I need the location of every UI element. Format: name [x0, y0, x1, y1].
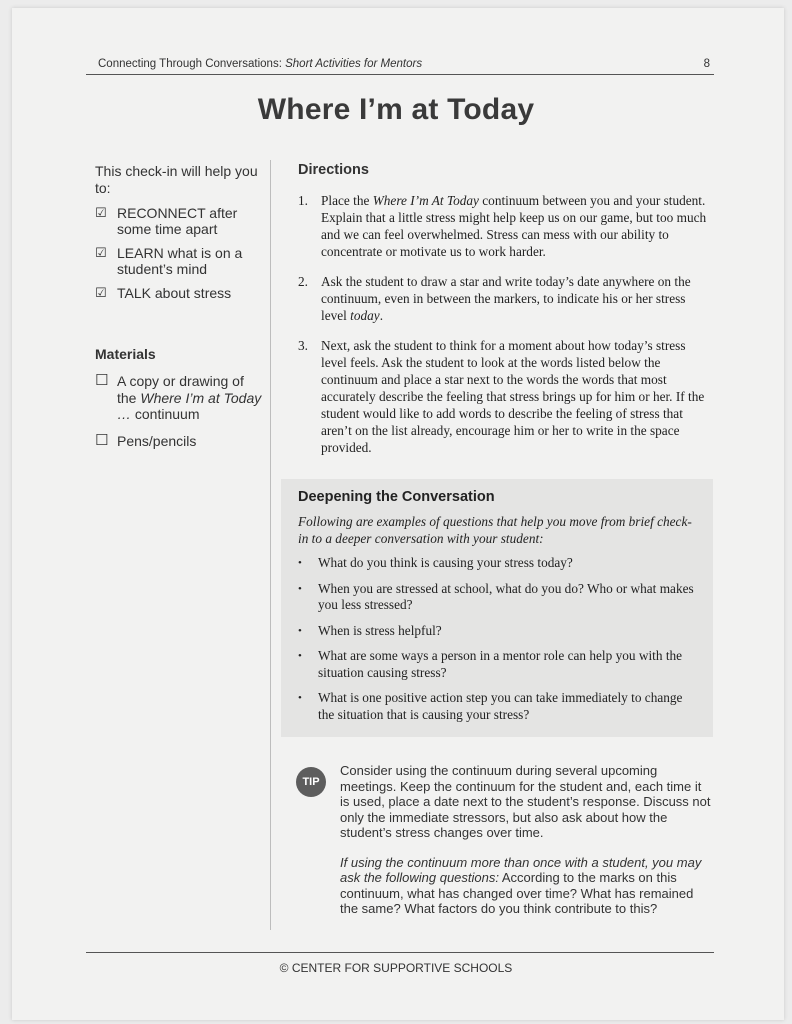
- goal-keyword: LEARN: [117, 245, 164, 261]
- materials-heading: Materials: [95, 346, 156, 362]
- step-text-end: continuum between you and your student. Explain that a little stress might help keep us on our game, but too much and we can feel overwhelmed. Stress can mess with our ability to concentrate or motivate us to work harder.: [321, 193, 707, 259]
- empty-checkbox-icon: ☐: [95, 431, 109, 449]
- footer-copyright: © CENTER FOR SUPPORTIVE SCHOOLS: [279, 961, 513, 975]
- deepening-intro: Following are examples of questions that help you move from brief check-in to a deeper conversation with your student:: [298, 514, 692, 546]
- step-text-end: .: [379, 308, 384, 323]
- step-text: Ask the student to draw a star and write today’s date anywhere on the continuum, even in between the markers, to indicate his or her stress level: [321, 274, 691, 323]
- header-series: Connecting Through Conversations:: [98, 58, 286, 70]
- goal-item: [95, 245, 265, 277]
- direction-step: [298, 192, 714, 260]
- question-item: [298, 555, 698, 572]
- direction-step: [298, 337, 714, 456]
- goal-item: [95, 205, 265, 237]
- checkin-intro: This check-in will help you to:: [95, 163, 258, 196]
- question-text: What do you think is causing your stress today?: [318, 555, 573, 570]
- directions-section: [298, 162, 714, 469]
- question-text: When you are stressed at school, what do you do? Who or what makes you less stressed?: [318, 580, 694, 612]
- question-text: What are some ways a person in a mentor role can help you with the situation causing stress?: [318, 648, 683, 680]
- tip-followup-lead: If using the continuum more than once with a student, you may ask the following questions:: [340, 854, 702, 885]
- empty-checkbox-icon: ☐: [95, 372, 109, 389]
- checked-box-icon: ☑: [95, 205, 107, 220]
- question-item: [298, 690, 698, 723]
- checkin-goals: [95, 163, 265, 309]
- goal-keyword: RECONNECT: [117, 205, 206, 221]
- question-text: What is one positive action step you can take immediately to change the situation that is causing your stress?: [318, 690, 683, 722]
- question-item: [298, 581, 698, 614]
- goal-text: what is on a student’s mind: [117, 245, 243, 277]
- deepening-box: [281, 479, 713, 737]
- footer-rule: [86, 952, 714, 953]
- step-text: Next, ask the student to think for a moment about how today’s stress level feels. Ask the student to look at the words listed below the continuum and place a star next to the words the words that most accurately describe the feeling that stress brings up for him or her. If the student would like to add words to describe the feeling of stress that aren’t on the list already, encourage him or her to write in the space provided.: [321, 338, 705, 455]
- step-emphasis: Where I’m At Today: [372, 193, 479, 208]
- directions-steps: [298, 192, 714, 456]
- goal-text: about stress: [150, 285, 232, 301]
- tip-box: [340, 763, 712, 931]
- material-item: [95, 373, 265, 423]
- header-series-subtitle: Short Activities for Mentors: [285, 58, 423, 70]
- bullet-icon: •: [298, 650, 302, 662]
- direction-step: [298, 273, 714, 324]
- goal-item: [95, 285, 265, 301]
- checked-box-icon: ☑: [95, 285, 107, 300]
- material-text: A copy or drawing of the: [117, 373, 244, 406]
- column-divider: [270, 160, 271, 930]
- question-list: [298, 555, 698, 732]
- material-text-end: continuum: [131, 406, 200, 422]
- material-item: [95, 433, 265, 450]
- directions-heading: Directions: [298, 162, 369, 178]
- tip-icon: TIP: [296, 767, 326, 797]
- bullet-icon: •: [298, 692, 302, 704]
- step-number: 2.: [298, 274, 308, 289]
- goal-keyword: TALK: [117, 285, 151, 301]
- tip-followup-questions: According to the marks on this continuum, what has changed over time? What has remained the same? What factors do you think contribute to this?: [340, 870, 694, 916]
- step-number: 1.: [298, 193, 308, 208]
- page-title: Where I’m at Today: [257, 93, 535, 126]
- page-number: 8: [703, 58, 710, 70]
- material-title: Where I’m at Today …: [117, 389, 262, 422]
- materials-list: [95, 373, 265, 459]
- question-item: [298, 623, 698, 640]
- checked-box-icon: ☑: [95, 245, 107, 260]
- step-text: Place the: [321, 193, 373, 208]
- bullet-icon: •: [298, 557, 302, 569]
- running-header: [98, 58, 710, 70]
- step-number: 3.: [298, 338, 308, 353]
- material-text: Pens/pencils: [117, 432, 197, 449]
- step-emphasis: today: [350, 308, 380, 323]
- bullet-icon: •: [298, 624, 302, 637]
- tip-followup: [340, 855, 712, 917]
- question-item: [298, 648, 698, 681]
- tip-paragraph: Consider using the continuum during several upcoming meetings. Keep the continuum for the student and, each time it is used, place a date next to the student’s response. Discuss not only the immediate stressors, but also ask about how the student’s stress changes over time.: [340, 763, 711, 840]
- deepening-heading: Deepening the Conversation: [298, 489, 495, 505]
- question-text: When is stress helpful?: [318, 622, 442, 638]
- header-rule: [86, 74, 714, 75]
- bullet-icon: •: [298, 582, 302, 595]
- goal-text: after some time apart: [117, 205, 238, 237]
